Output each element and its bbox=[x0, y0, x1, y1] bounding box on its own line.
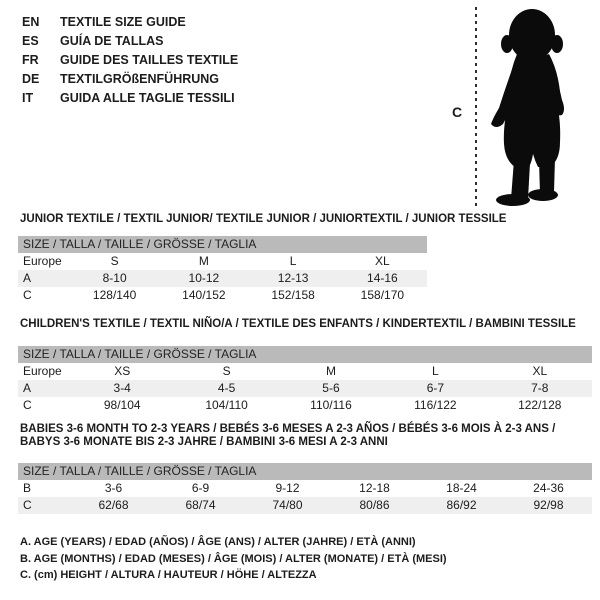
table-cell: XL bbox=[532, 364, 548, 378]
size-table bbox=[18, 236, 427, 304]
table-cell: C bbox=[23, 398, 32, 412]
language-row bbox=[22, 51, 238, 70]
language-row bbox=[22, 32, 238, 51]
table-cell: Europe bbox=[23, 254, 62, 268]
height-measure-line bbox=[475, 7, 477, 209]
size-header-cell: SIZE / TALLA / TAILLE / GRÖSSE / TAGLIA bbox=[18, 236, 427, 253]
table-title: BABYS 3-6 MONATE BIS 2-3 JAHRE / BAMBINI 3-6 MESI A 2-3 ANNI bbox=[20, 436, 388, 448]
language-title: TEXTILE SIZE GUIDE bbox=[60, 15, 186, 29]
table-cell: 7-8 bbox=[488, 380, 592, 397]
legend bbox=[20, 534, 447, 584]
language-code: FR bbox=[22, 53, 39, 67]
language-list bbox=[22, 13, 238, 108]
table-title: BABIES 3-6 MONTH TO 2-3 YEARS / BEBÉS 3-6 MESES A 2-3 AÑOS / BÉBÉS 3-6 MOIS À 2-3 ANS / bbox=[20, 423, 556, 435]
table-cell: 24-36 bbox=[533, 481, 564, 495]
table-row bbox=[18, 380, 592, 397]
language-code: IT bbox=[22, 91, 34, 105]
table-row bbox=[18, 497, 592, 514]
table-row bbox=[18, 253, 427, 270]
table-cell: 62/68 bbox=[70, 497, 157, 514]
table-cell: XS bbox=[114, 364, 131, 378]
table-cell: 104/110 bbox=[205, 398, 248, 412]
legend-line: B. AGE (MONTHS) / EDAD (MESES) / ÂGE (MOIS) / ALTER (MONATE) / ETÀ (MESI) bbox=[20, 552, 447, 565]
size-header-row bbox=[18, 346, 592, 363]
language-row bbox=[22, 70, 238, 89]
table-cell: 3-6 bbox=[104, 481, 123, 495]
table-cell: A bbox=[18, 380, 70, 397]
size-header-row bbox=[18, 463, 592, 480]
table-cell: 122/128 bbox=[518, 398, 562, 412]
table-cell: 86/92 bbox=[418, 497, 505, 514]
table-cell: XL bbox=[375, 254, 390, 268]
table-cell: 12-13 bbox=[249, 270, 338, 287]
language-code: EN bbox=[22, 15, 40, 29]
table-cell: 128/140 bbox=[92, 288, 137, 302]
table-cell: 6-9 bbox=[191, 481, 210, 495]
size-header-cell: SIZE / TALLA / TAILLE / GRÖSSE / TAGLIA bbox=[18, 346, 592, 363]
table-cell: 68/74 bbox=[157, 497, 244, 514]
table-cell: 116/122 bbox=[414, 398, 457, 412]
table-title: JUNIOR TEXTILE / TEXTIL JUNIOR/ TEXTILE JUNIOR / JUNIORTEXTIL / JUNIOR TESSILE bbox=[20, 213, 507, 225]
table-cell: 140/152 bbox=[182, 288, 226, 302]
table-cell: 12-18 bbox=[359, 481, 390, 495]
language-row bbox=[22, 89, 238, 108]
size-table bbox=[18, 463, 592, 514]
legend-line: A. AGE (YEARS) / EDAD (AÑOS) / ÂGE (ANS) / ALTER (JAHRE) / ETÀ (ANNI) bbox=[20, 536, 416, 548]
table-cell: L bbox=[432, 364, 439, 378]
legend-line: C. (cm) HEIGHT / ALTURA / HAUTEUR / HÖHE / ALTEZZA bbox=[20, 569, 317, 581]
children-size-table-section bbox=[18, 318, 592, 414]
table-cell: C bbox=[23, 288, 32, 302]
language-code: ES bbox=[22, 34, 39, 48]
table-cell: 5-6 bbox=[279, 380, 383, 397]
table-cell: 152/158 bbox=[271, 288, 315, 302]
table-cell: 92/98 bbox=[505, 497, 592, 514]
table-cell: 98/104 bbox=[103, 398, 141, 412]
table-cell: 10-12 bbox=[159, 270, 248, 287]
table-cell: 80/86 bbox=[331, 497, 418, 514]
table-row bbox=[18, 287, 427, 304]
table-cell: M bbox=[325, 364, 336, 378]
table-cell: 158/170 bbox=[360, 288, 405, 302]
table-cell: 9-12 bbox=[275, 481, 300, 495]
language-title: TEXTILGRÖßENFÜHRUNG bbox=[60, 72, 220, 86]
table-cell: 3-4 bbox=[70, 380, 174, 397]
table-cell: 6-7 bbox=[383, 380, 487, 397]
language-row bbox=[22, 13, 238, 32]
table-cell: L bbox=[289, 254, 297, 268]
table-cell: S bbox=[110, 254, 119, 268]
size-table bbox=[18, 346, 592, 414]
table-title: CHILDREN'S TEXTILE / TEXTIL NIÑO/A / TEXTILE DES ENFANTS / KINDERTEXTIL / BAMBINI TESSILE bbox=[20, 318, 576, 330]
table-row bbox=[18, 397, 592, 414]
table-cell: 14-16 bbox=[338, 270, 427, 287]
height-label-c: C bbox=[452, 104, 463, 120]
table-cell: 18-24 bbox=[446, 481, 477, 495]
language-title: GUÍA DE TALLAS bbox=[60, 34, 164, 48]
table-cell: 8-10 bbox=[70, 270, 159, 287]
table-cell: S bbox=[222, 364, 231, 378]
table-cell: 110/116 bbox=[310, 398, 352, 412]
language-title: GUIDA ALLE TAGLIE TESSILI bbox=[60, 91, 235, 105]
babies-size-table-section bbox=[18, 423, 592, 514]
table-row bbox=[18, 270, 427, 287]
language-title: GUIDE DES TAILLES TEXTILE bbox=[60, 53, 239, 67]
table-row bbox=[18, 363, 592, 380]
table-cell: B bbox=[23, 481, 32, 495]
baby-silhouette bbox=[484, 8, 584, 208]
table-cell: A bbox=[18, 270, 70, 287]
table-cell: M bbox=[198, 254, 209, 268]
table-cell: 4-5 bbox=[174, 380, 278, 397]
size-header-cell: SIZE / TALLA / TAILLE / GRÖSSE / TAGLIA bbox=[18, 463, 592, 480]
language-code: DE bbox=[22, 72, 40, 86]
table-row bbox=[18, 480, 592, 497]
table-cell: Europe bbox=[23, 364, 62, 378]
junior-size-table-section bbox=[18, 213, 507, 304]
size-header-row bbox=[18, 236, 427, 253]
table-cell: 74/80 bbox=[244, 497, 331, 514]
table-cell: C bbox=[18, 497, 70, 514]
